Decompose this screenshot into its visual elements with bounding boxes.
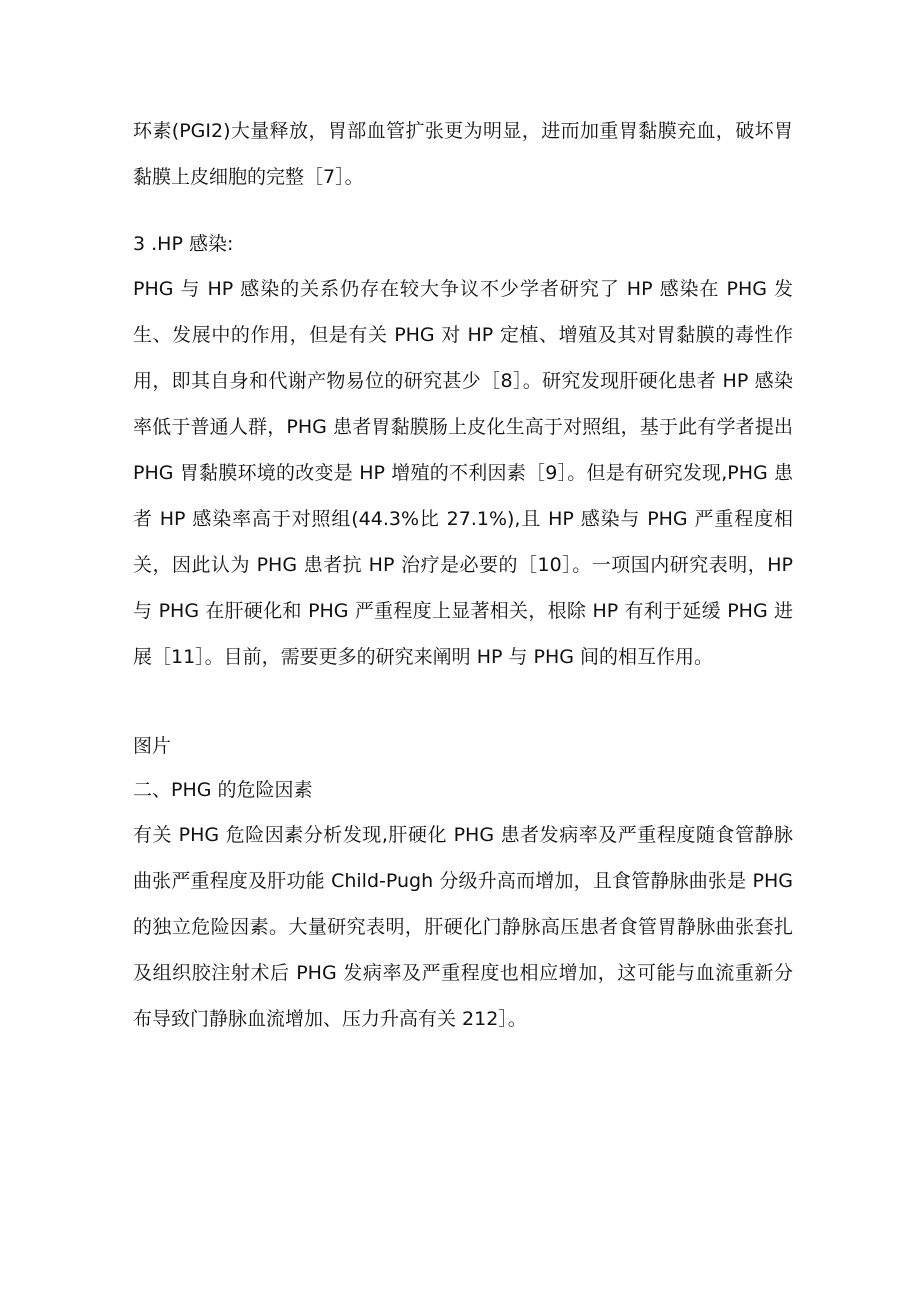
intro-paragraph: 环素(PGI2)大量释放，胃部血管扩张更为明显，进而加重胃黏膜充血，破坏胃黏膜上皮细胞的完整［7］。 — [133, 120, 793, 188]
section3-paragraph: PHG 与 HP 感染的关系仍存在较大争议不少学者研究了 HP 感染在 PHG 发生、发展中的作用，但是有关 PHG 对 HP 定植、增殖及其对胃黏膜的毒性作用，即其自身和代谢产物易位的研究甚少［8］。研究发现肝硬化患者 HP 感染率低于普通人群，PHG 患者胃黏膜肠上皮化生高于对照组，基于此有学者提出 PHG 胃黏膜环境的改变是 HP 增殖的不利因素［9］。但是有研究发现,PHG 患者 HP 感染率高于对照组(44.3%比 27.1%),且 HP 感染与 PHG 严重程度相关，因此认为 PHG 患者抗 HP 治疗是必要的［10］。一项国内研究表明，HP 与 PHG 在肝硬化和 PHG 严重程度上显著相关，根除 HP 有利于延缓 PHG 进展［11］。目前，需要更多的研究来阐明 HP 与 PHG 间的相互作用。 — [133, 278, 793, 668]
section2-heading: 二、PHG 的危险因素 — [133, 779, 313, 801]
spacer — [133, 680, 793, 724]
figure-label: 图片 — [133, 735, 172, 757]
section2-paragraph: 有关 PHG 危险因素分析发现,肝硬化 PHG 患者发病率及严重程度随食管静脉曲张严重程度及肝功能 Child-Pugh 分级升高而增加，且食管静脉曲张是 PHG 的独立危险因素。大量研究表明，肝硬化门静脉高压患者食管胃静脉曲张套扎及组织胶注射术后 PHG 发病率及严重程度也相应增加，这可能与血流重新分布导致门静脉血流增加、压力升高有关 212］。 — [133, 824, 793, 1030]
document-page — [133, 108, 793, 1042]
section3-heading: 3 .HP 感染: — [133, 233, 234, 255]
spacer — [133, 200, 793, 222]
